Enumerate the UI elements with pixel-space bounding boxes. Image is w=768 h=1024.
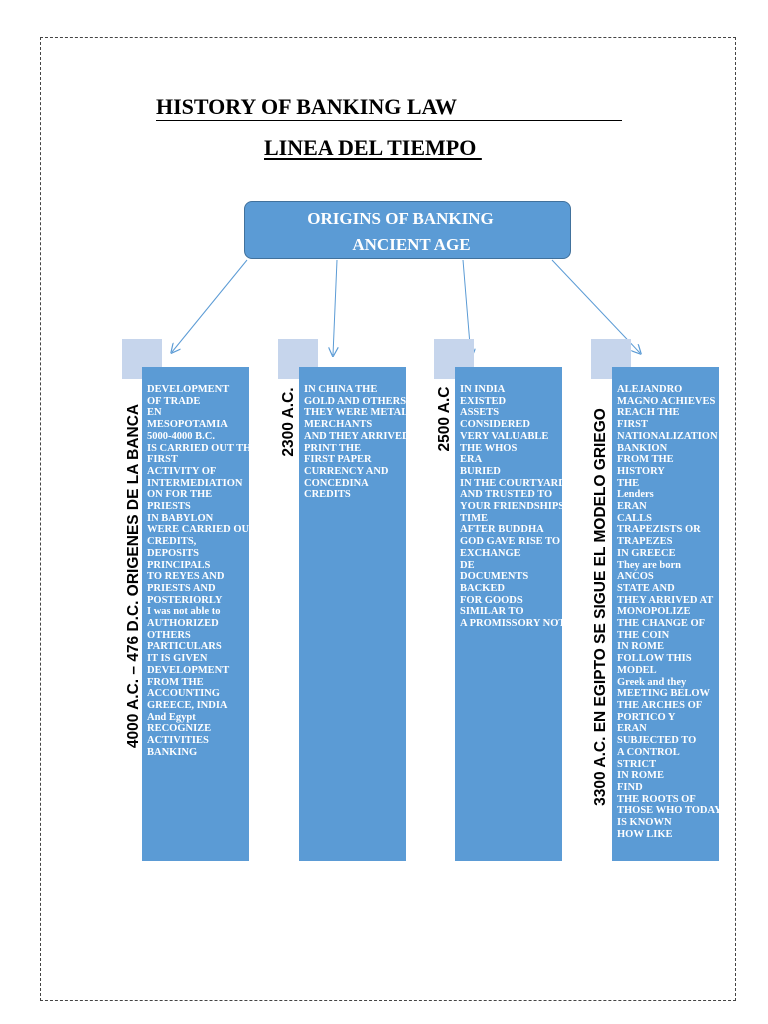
root-node-line2: ANCIENT AGE [352,235,471,254]
column-4-period: 3300 A.C. EN EGIPTO SE SIGUE EL MODELO GRIEGO [592,408,609,806]
arrow-to-column-1 [172,260,247,352]
root-node-line1: ORIGINS OF BANKING [307,209,494,228]
column-4-box [612,367,722,861]
column-2-period: 2300 A.C. [280,387,297,457]
column-1-period: 4000 A.C. – 476 D.C. ORIGENES DE LA BANCA [125,403,142,749]
column-2-text: IN CHINA THE GOLD AND OTHERS THEY WERE METALS MERCHANTS AND THEY ARRIVED AT PRINT THE FIRST PAPER CURRENCY AND CONCEDINA CREDITS [304,384,426,501]
page-title: HISTORY OF BANKING LAW [156,94,622,121]
column-3-text: IN INDIA EXISTED ASSETS CONSIDERED VERY VALUABLE THE WHOS ERA BURIED IN THE COURTYARDS AND TRUSTED TO YOUR FRIENDSHIPS TIME AFTER BUDDHA GOD GAVE RISE TO EXCHANGE DE DOCUMENTS BACKED FOR GOODS SIMILAR TO A PROMISSORY NOTE [460,384,573,630]
arrow-to-column-2 [333,260,337,355]
column-2-box [299,367,426,861]
page-subtitle: LINEA DEL TIEMPO [264,135,482,160]
column-3-period: 2500 A.C [436,386,453,452]
column-3-box [455,367,573,861]
column-1-text: DEVELOPMENT OF TRADE EN MESOPOTAMIA 5000-4000 B.C. IS CARRIED OUT THE FIRST ACTIVITY OF INTERMEDIATION ON FOR THE PRIESTS IN BABYLON WERE CARRIED OUT CREDITS, DEPOSITS PRINCIPALS TO REYES AND PRIESTS AND POSTERIORLY I was not able to AUTHORIZED OTHERS PARTICULARS IT IS GIVEN DEVELOPMENT FROM THE ACCOUNTING GREECE, INDIA And Egypt RECOGNIZE ACTIVITIES BANKING [147,384,259,758]
column-1-box [142,367,259,861]
column-4-text: ALEJANDRO MAGNO ACHIEVES REACH THE FIRST NATIONALIZATION BANKION FROM THE HISTORY THE Lenders ERAN CALLS TRAPEZISTS OR TRAPEZES IN GREECE They are born ANCOS STATE AND THEY ARRIVED AT MONOPOLIZE THE CHANGE OF THE COIN IN ROME FOLLOW THIS MODEL Greek and they MEETING BELOW THE ARCHES OF PORTICO Y ERAN SUBJECTED TO A CONTROL STRICT IN ROME FIND THE ROOTS OF THOSE WHO TODAY IS KNOWN HOW LIKE [617,384,722,840]
